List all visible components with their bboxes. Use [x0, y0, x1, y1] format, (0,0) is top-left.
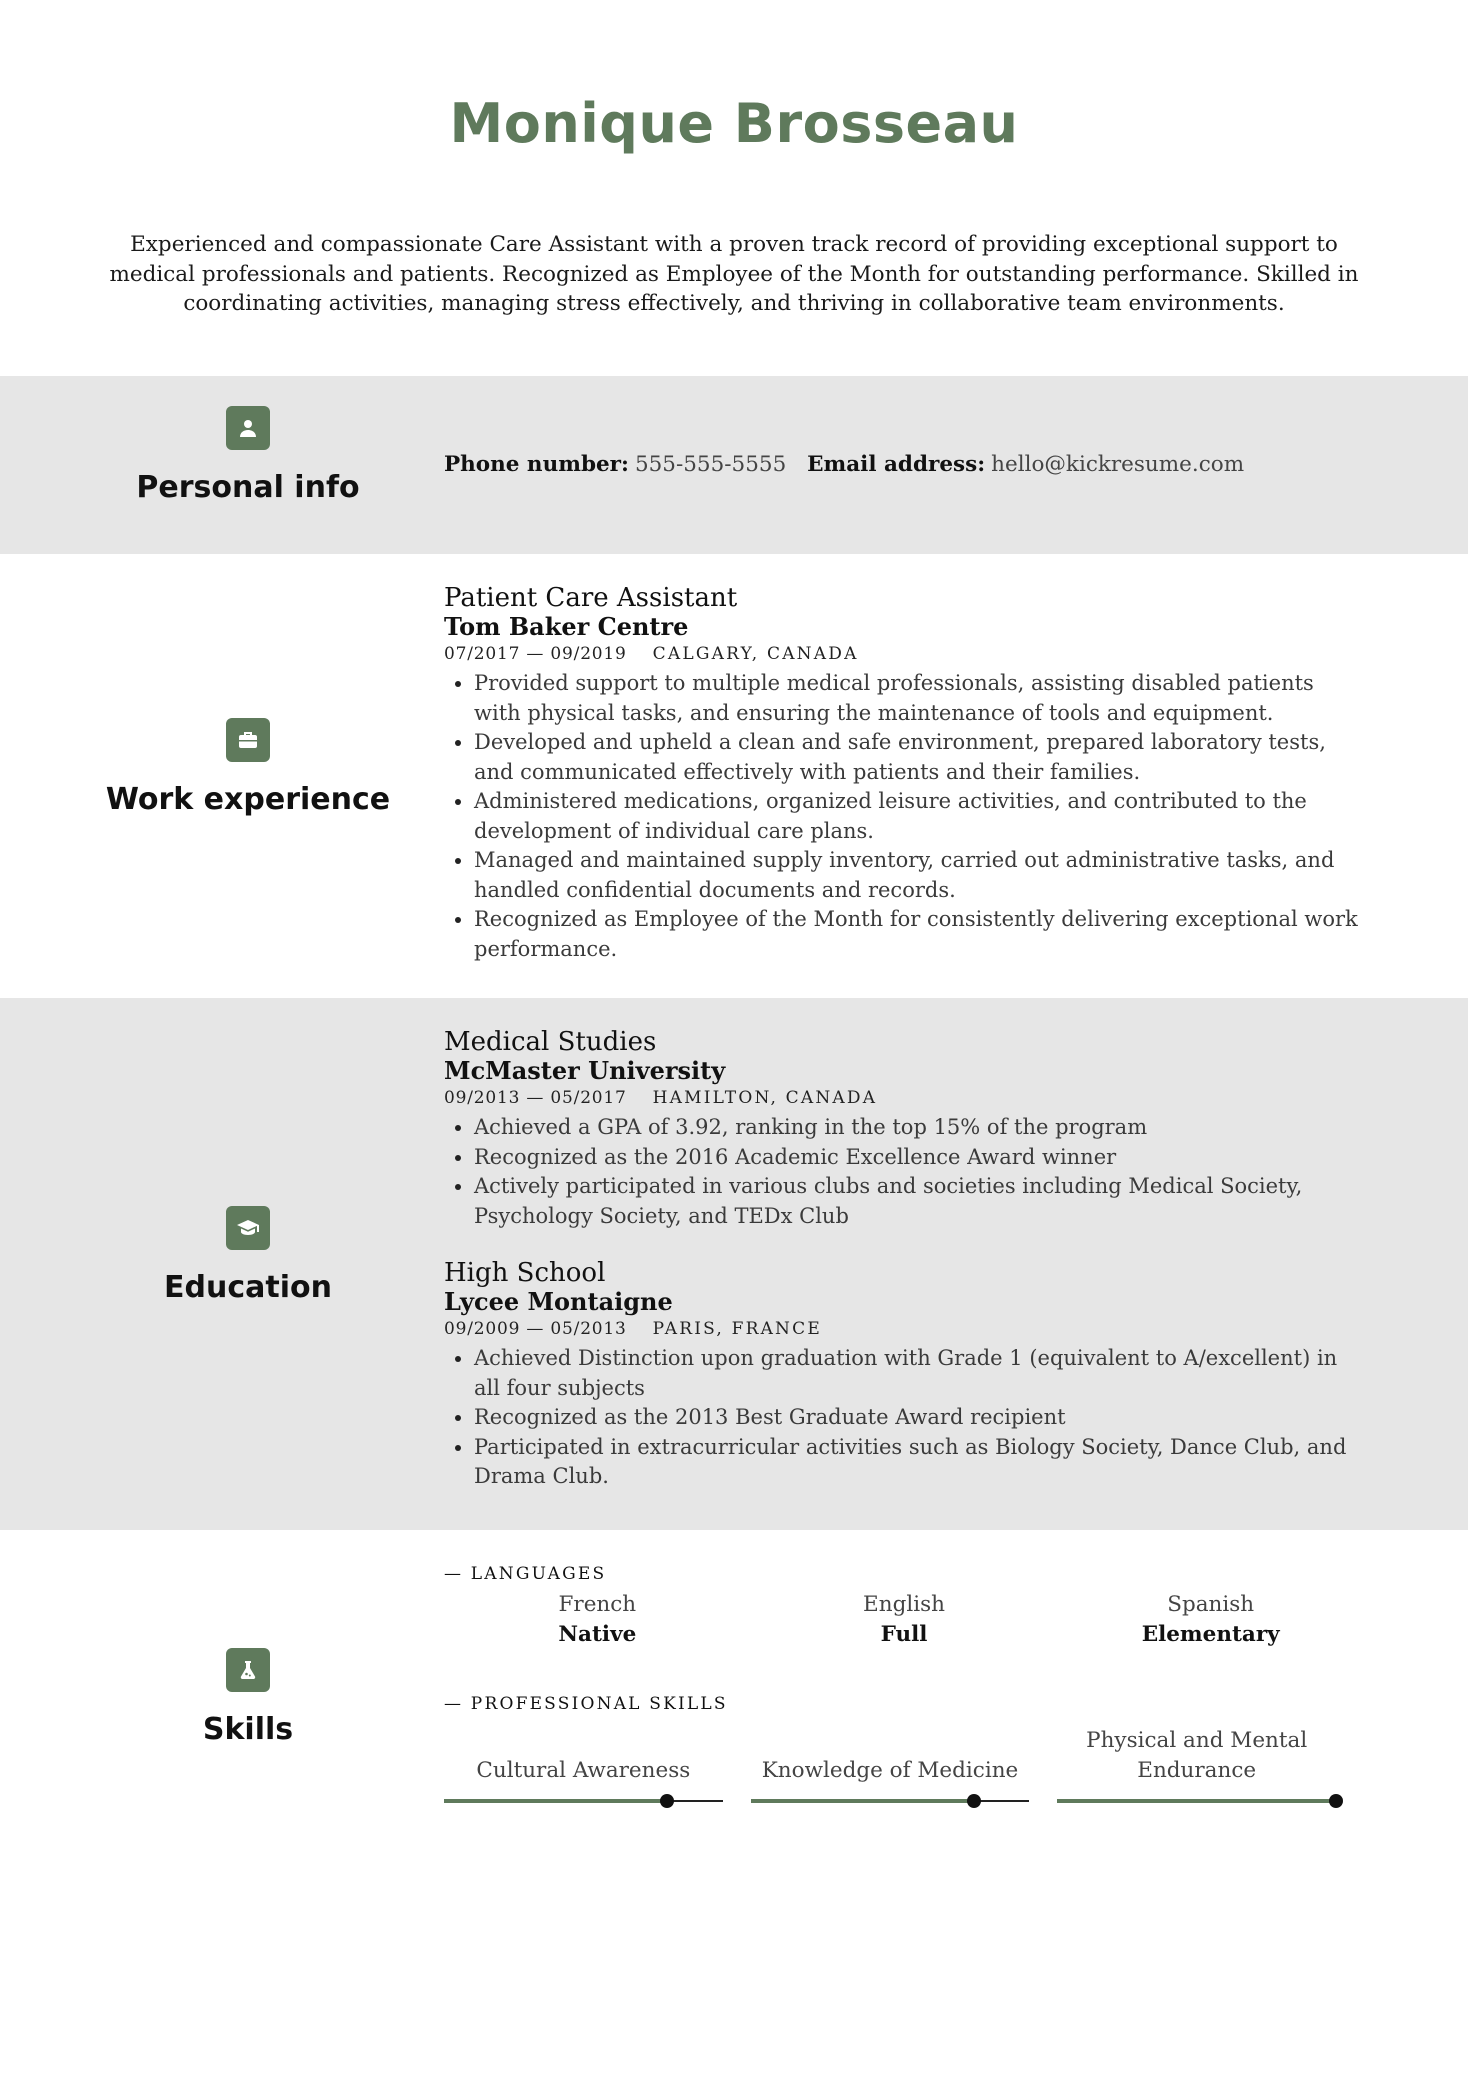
professional-skills-list: [444, 1726, 1364, 1808]
contact-line: [444, 452, 1364, 477]
job-location: CALGARY, CANADA: [652, 644, 859, 664]
list-item: • Recognized as Employee of the Month for consistently delivering exceptional work performance.: [474, 905, 1364, 964]
education-title: High School: [444, 1258, 606, 1288]
briefcase-icon: [226, 718, 270, 762]
education-content: [444, 1028, 1364, 1492]
language-level: Full: [880, 1622, 928, 1647]
section-title-work-experience: Work experience: [105, 782, 391, 817]
list-item: • Recognized as the 2016 Academic Excellence Award winner: [474, 1143, 1364, 1173]
work-experience-section: [0, 554, 1468, 998]
language-name: English: [863, 1592, 945, 1617]
language-item: [1057, 1590, 1364, 1650]
section-title-personal-info: Personal info: [136, 470, 360, 505]
list-item: • Actively participated in various clubs and societies including Medical Society, Psychology Society, and TEDx Club: [474, 1172, 1364, 1231]
skill-bar-fill: [751, 1799, 974, 1803]
personal-info-sidebar: [100, 406, 396, 505]
skill-level-bar: [444, 1794, 723, 1808]
list-item: • Achieved Distinction upon graduation with Grade 1 (equivalent to A/excellent) in all four subjects: [474, 1344, 1364, 1403]
language-name: French: [558, 1592, 637, 1617]
job-dates: 07/2017 — 09/2019: [444, 644, 627, 664]
skill-level-bar: [1057, 1794, 1336, 1808]
skill-level-bar: [751, 1794, 1030, 1808]
language-level: Native: [558, 1622, 637, 1647]
flask-icon: [226, 1648, 270, 1692]
skill-bar-fill: [444, 1799, 667, 1803]
education-bullets: [444, 1344, 1364, 1492]
list-item: • Participated in extracurricular activities such as Biology Society, Dance Club, and Drama Club.: [474, 1433, 1364, 1492]
person-icon: [226, 406, 270, 450]
list-item: • Developed and upheld a clean and safe environment, prepared laboratory tests, and communicated effectively with patients and their families.: [474, 728, 1364, 787]
skill-name: Cultural Awareness: [476, 1758, 691, 1783]
education-location: PARIS, FRANCE: [652, 1319, 822, 1339]
languages-heading: — LANGUAGES: [444, 1564, 607, 1584]
skill-name: Knowledge of Medicine: [761, 1758, 1019, 1783]
education-dates: 09/2013 — 05/2017: [444, 1088, 627, 1108]
skill-bar-fill: [1057, 1799, 1336, 1803]
education-meta: [444, 1316, 1364, 1342]
list-item: • Achieved a GPA of 3.92, ranking in the top 15% of the program: [474, 1113, 1364, 1143]
phone-label: Phone number:: [444, 452, 629, 477]
education-bullets: [444, 1113, 1364, 1231]
job-title: Patient Care Assistant: [444, 583, 738, 613]
education-institution: McMaster University: [444, 1056, 726, 1085]
section-title-skills: Skills: [202, 1712, 294, 1747]
skill-item: [444, 1756, 723, 1808]
skill-name: Physical and Mental Endurance: [1086, 1728, 1308, 1783]
education-institution: Lycee Montaigne: [444, 1287, 673, 1316]
personal-info-content: [444, 452, 1364, 477]
education-location: HAMILTON, CANADA: [652, 1088, 878, 1108]
language-item: [444, 1590, 751, 1650]
graduation-cap-icon: [226, 1206, 270, 1250]
section-title-education: Education: [164, 1270, 332, 1305]
skill-bar-knob: [660, 1794, 674, 1808]
resume-name: Monique Brosseau: [449, 92, 1019, 155]
list-item: • Recognized as the 2013 Best Graduate Award recipient: [474, 1403, 1364, 1433]
skill-item: [1057, 1726, 1336, 1808]
email-label: Email address:: [807, 452, 986, 477]
job-entry: [444, 584, 1364, 964]
personal-info-section: [0, 376, 1468, 554]
job-organization: Tom Baker Centre: [444, 612, 689, 641]
list-item: • Managed and maintained supply inventory, carried out administrative tasks, and handled confidential documents and records.: [474, 846, 1364, 905]
education-title: Medical Studies: [444, 1027, 657, 1057]
skills-content: [444, 1564, 1364, 1808]
list-item: • Administered medications, organized leisure activities, and contributed to the development of individual care plans.: [474, 787, 1364, 846]
education-entry: [444, 1028, 1364, 1231]
languages-list: [444, 1590, 1364, 1650]
education-entry: [444, 1259, 1364, 1492]
skill-bar-knob: [967, 1794, 981, 1808]
work-experience-content: [444, 584, 1364, 964]
language-item: [751, 1590, 1058, 1650]
job-bullets: [444, 669, 1364, 964]
email-value: hello@kickresume.com: [991, 452, 1245, 477]
language-name: Spanish: [1167, 1592, 1255, 1617]
skill-item: [751, 1756, 1030, 1808]
education-dates: 09/2009 — 05/2013: [444, 1319, 627, 1339]
list-item: • Provided support to multiple medical professionals, assisting disabled patients with physical tasks, and ensuring the maintenance of tools and equipment.: [474, 669, 1364, 728]
job-meta: [444, 641, 1364, 667]
phone-value: 555-555-5555: [634, 452, 787, 477]
summary-text: Experienced and compassionate Care Assistant with a proven track record of providing exceptional support to medical professionals and patients. Recognized as Employee of the Month for outstanding performance. Skilled in coordinating activities, managing stress effectively, and thriving in collaborative team environments.: [109, 232, 1359, 316]
work-experience-sidebar: [100, 718, 396, 817]
professional-skills-heading: — PROFESSIONAL SKILLS: [444, 1694, 728, 1714]
skills-section: [0, 1530, 1468, 1830]
education-meta: [444, 1085, 1364, 1111]
education-section: [0, 998, 1468, 1530]
education-sidebar: [100, 1206, 396, 1305]
language-level: Elementary: [1141, 1622, 1280, 1647]
skills-sidebar: [100, 1648, 396, 1747]
skill-bar-knob: [1329, 1794, 1343, 1808]
